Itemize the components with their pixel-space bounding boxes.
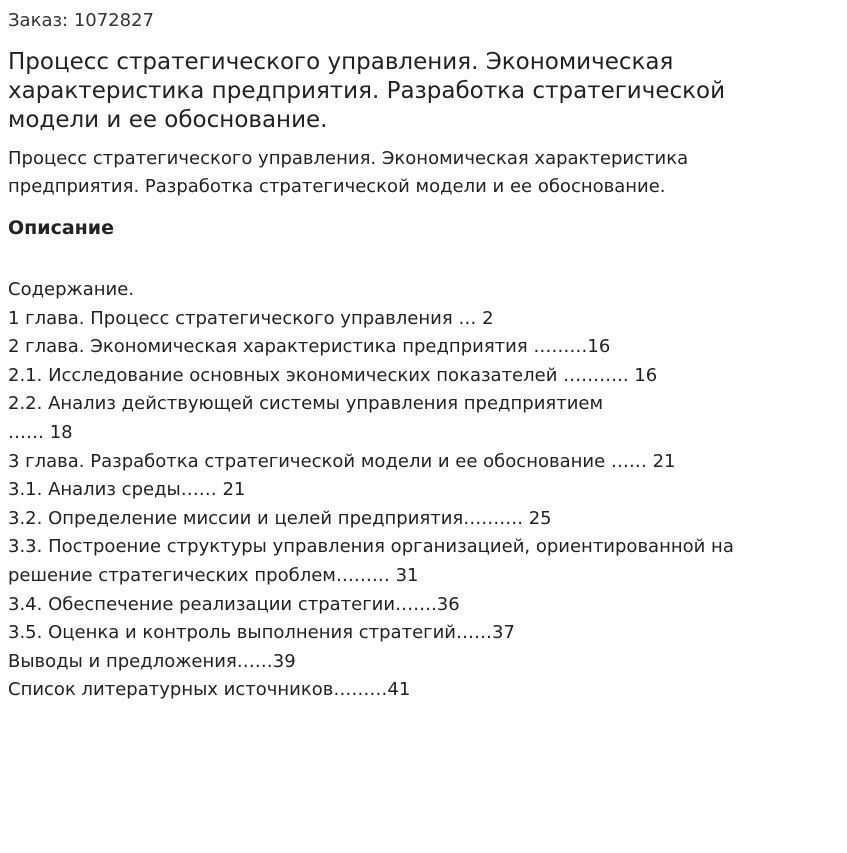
table-of-contents xyxy=(8,276,798,705)
description-heading: Описание xyxy=(8,217,115,239)
contents-line: 2 глава. Экономическая характеристика предприятия ………16 xyxy=(8,336,611,358)
contents-line: Список литературных источников………41 xyxy=(8,679,411,701)
contents-line: решение стратегических проблем……… 31 xyxy=(8,564,419,586)
page-title: Процесс стратегического управления. Экономическая характеристика предприятия. Разработка стратегической модели и ее обоснование. xyxy=(8,49,726,133)
contents-line: 3.3. Построение структуры управления организацией, ориентированной на xyxy=(8,536,734,558)
page-subtitle: Процесс стратегического управления. Экономическая характеристика предприятия. Разработка стратегической модели и ее обоснование. xyxy=(8,148,689,197)
contents-line: …… 18 xyxy=(8,421,73,443)
contents-line: Выводы и предложения……39 xyxy=(8,650,296,672)
contents-line: 2.1. Исследование основных экономических показателей ……….. 16 xyxy=(8,364,658,386)
contents-line: 3 глава. Разработка стратегической модели и ее обоснование …… 21 xyxy=(8,450,676,472)
contents-heading: Содержание. xyxy=(8,279,135,300)
contents-line: 3.4. Обеспечение реализации стратегии…….36 xyxy=(8,593,460,615)
order-number: Заказ: 1072827 xyxy=(8,10,154,31)
contents-line: 3.1. Анализ среды…… 21 xyxy=(8,479,246,501)
contents-line: 2.2. Анализ действующей системы управления предприятием xyxy=(8,393,604,415)
contents-line: 3.2. Определение миссии и целей предприятия………. 25 xyxy=(8,507,552,529)
contents-line: 3.5. Оценка и контроль выполнения стратегий……37 xyxy=(8,622,515,644)
contents-line: 1 глава. Процесс стратегического управления … 2 xyxy=(8,307,494,329)
